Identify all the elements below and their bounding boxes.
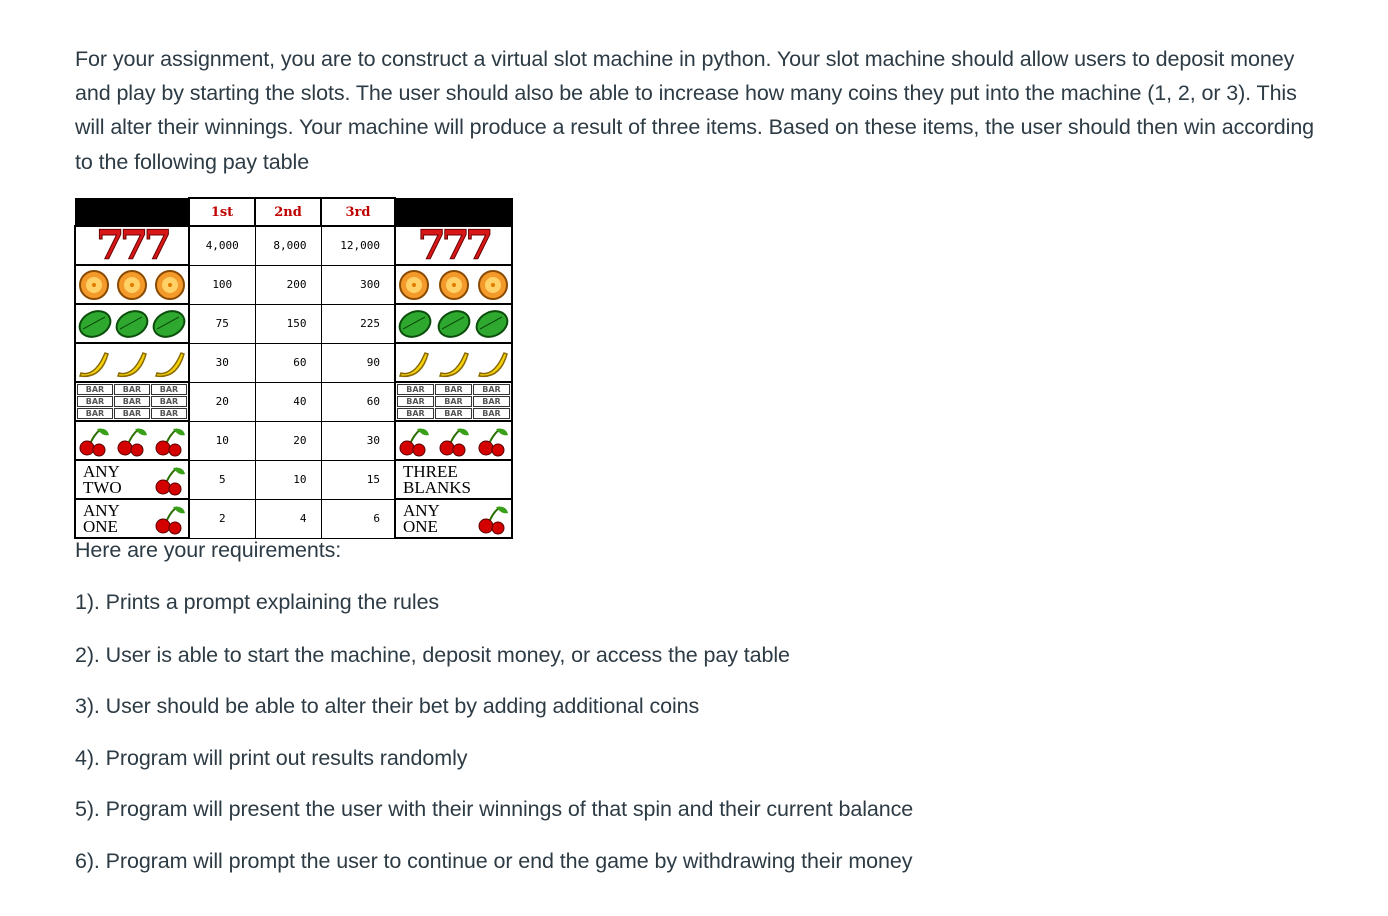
requirement-item: 5). Program will present the user with their winnings of that spin and their current balance (75, 797, 914, 821)
payout-2nd: 150 (255, 304, 321, 343)
payout-1st: 100 (189, 265, 255, 304)
payout-2nd: 20 (255, 421, 321, 460)
cherry-symbol-left (75, 421, 189, 460)
orange-symbol-right (395, 265, 512, 304)
cherry-icon (397, 425, 431, 457)
three-blanks-symbol (395, 460, 512, 499)
bar-icon: BAR BAR BAR BAR BAR BAR BAR BAR BAR (397, 384, 510, 419)
payout-2nd: 40 (255, 382, 321, 421)
payout-3rd: 30 (321, 421, 395, 460)
cherry-icon (77, 425, 111, 457)
paytable-row-seven (75, 226, 512, 265)
payout-1st: 4,000 (189, 226, 255, 265)
banana-icon (437, 347, 471, 379)
orange-icon (476, 269, 510, 301)
header-2nd: 2nd (255, 198, 321, 226)
banana-icon (115, 347, 149, 379)
any-one-cherry-symbol-right (395, 499, 512, 538)
paytable-row-bar (75, 382, 512, 421)
payout-3rd: 90 (321, 343, 395, 382)
assignment-intro: For your assignment, you are to construct a virtual slot machine in python. Your slot machine should allow users to deposit money and play by starting the slots. The user should also be able to increase how many coins they put into the machine (1, 2, or 3). This will alter their winnings. Your machine will produce a result of three items. Based on these items, the user should then win according to the following pay table (75, 47, 1315, 174)
banana-icon (397, 347, 431, 379)
orange-icon (77, 269, 111, 301)
any-two-label: ANY TWO (83, 461, 122, 497)
paytable-row-banana (75, 343, 512, 382)
requirement-item: 2). User is able to start the machine, deposit money, or access the pay table (75, 643, 790, 667)
bar-symbol-right (395, 382, 512, 421)
watermelon-icon (436, 309, 472, 339)
paytable-row-cherry (75, 421, 512, 460)
cherry-icon (437, 425, 471, 457)
watermelon-symbol-left (75, 304, 189, 343)
banana-icon (153, 347, 187, 379)
cherry-icon (153, 425, 187, 457)
pay-table (74, 197, 513, 539)
paytable-row-watermelon (75, 304, 512, 343)
payout-2nd: 10 (255, 460, 321, 499)
payout-1st: 2 (189, 499, 255, 538)
cherry-icon (476, 425, 510, 457)
paytable-row-any-two (75, 460, 512, 499)
payout-2nd: 60 (255, 343, 321, 382)
any-one-cherry-symbol-left (75, 499, 189, 538)
cherry-symbol-right (395, 421, 512, 460)
orange-icon (437, 269, 471, 301)
requirement-item: 3). User should be able to alter their bet by adding additional coins (75, 694, 700, 718)
payout-3rd: 15 (321, 460, 395, 499)
requirements-title: Here are your requirements: (75, 538, 342, 562)
payout-3rd: 60 (321, 382, 395, 421)
orange-symbol-left (75, 265, 189, 304)
any-one-label: ANY ONE (403, 500, 440, 536)
seven-symbol-right: 777 (395, 226, 512, 265)
any-one-label: ANY ONE (83, 500, 120, 536)
watermelon-icon (474, 309, 510, 339)
payout-1st: 20 (189, 382, 255, 421)
orange-icon (115, 269, 149, 301)
banana-icon (476, 347, 510, 379)
payout-3rd: 225 (321, 304, 395, 343)
requirement-item: 1). Prints a prompt explaining the rules (75, 590, 440, 614)
requirement-item: 6). Program will prompt the user to continue or end the game by withdrawing their money (75, 849, 913, 873)
payout-3rd: 300 (321, 265, 395, 304)
orange-icon (397, 269, 431, 301)
payout-2nd: 8,000 (255, 226, 321, 265)
cherry-icon (153, 464, 187, 496)
three-blanks-label: THREE BLANKS (403, 461, 472, 497)
banana-symbol-left (75, 343, 189, 382)
requirement-item: 4). Program will print out results randomly (75, 746, 468, 770)
payout-1st: 5 (189, 460, 255, 499)
bar-icon: BAR BAR BAR BAR BAR BAR BAR BAR BAR (77, 384, 187, 419)
header-3rd: 3rd (321, 198, 395, 226)
watermelon-icon (77, 309, 113, 339)
payout-3rd: 6 (321, 499, 395, 538)
orange-icon (153, 269, 187, 301)
payout-2nd: 4 (255, 499, 321, 538)
payout-3rd: 12,000 (321, 226, 395, 265)
bar-symbol-left (75, 382, 189, 421)
payout-2nd: 200 (255, 265, 321, 304)
cherry-icon (153, 503, 187, 535)
cherry-icon (476, 503, 510, 535)
paytable-row-any-one (75, 499, 512, 538)
watermelon-icon (397, 309, 433, 339)
banana-symbol-right (395, 343, 512, 382)
payout-1st: 10 (189, 421, 255, 460)
any-two-cherry-symbol (75, 460, 189, 499)
header-1st: 1st (189, 198, 255, 226)
seven-symbol-left: 777 (75, 226, 189, 265)
payout-1st: 30 (189, 343, 255, 382)
payout-1st: 75 (189, 304, 255, 343)
paytable-row-orange (75, 265, 512, 304)
watermelon-icon (151, 309, 187, 339)
watermelon-symbol-right (395, 304, 512, 343)
watermelon-icon (114, 309, 150, 339)
cherry-icon (115, 425, 149, 457)
banana-icon (77, 347, 111, 379)
